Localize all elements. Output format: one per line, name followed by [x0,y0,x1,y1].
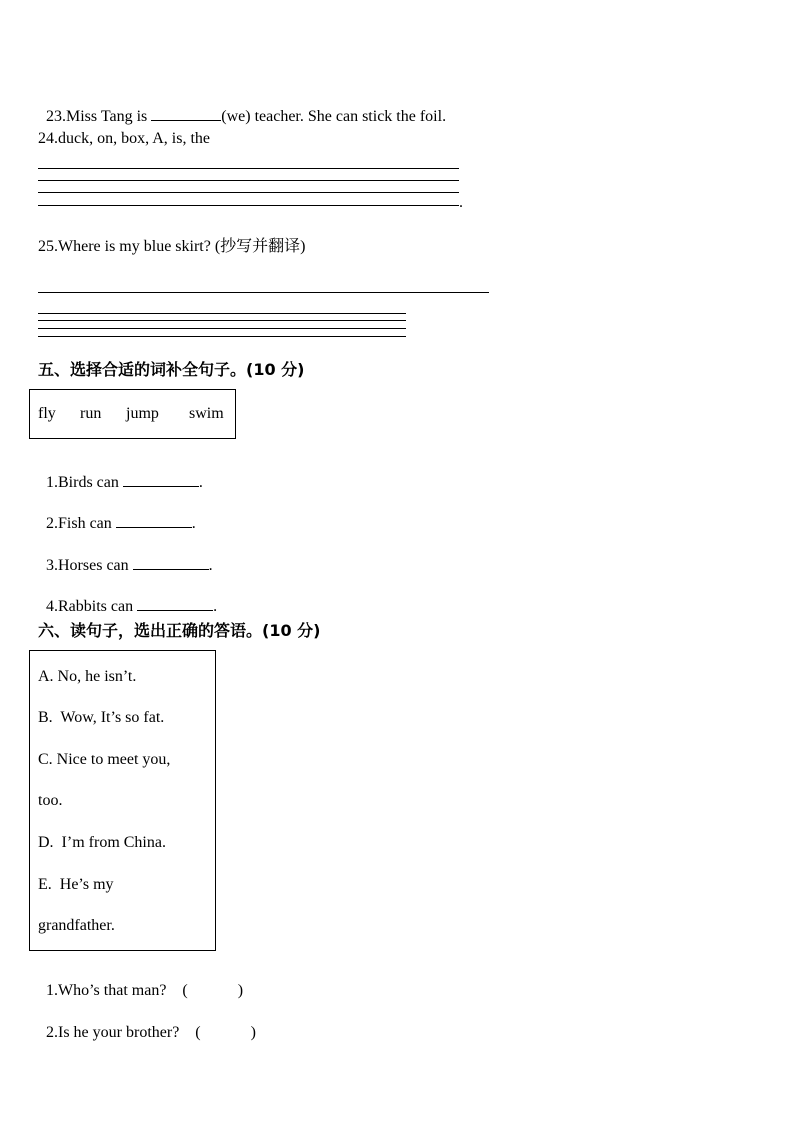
item-text: 3.Horses can [46,557,133,574]
writing-line[interactable] [38,180,459,181]
answer-option-continued: too. [38,792,63,809]
item-period: . [191,515,196,532]
answer-blank[interactable] [116,513,192,528]
word-bank-item: jump [126,405,159,422]
question-24-prompt: 24.duck, on, box, A, is, the [38,130,210,147]
question-text: 1.Who’s that man? [46,982,167,999]
writing-line[interactable] [38,292,489,293]
section-5-item [38,537,213,575]
section-6-heading: 六、读句子，选出正确的答语。(10 分) [38,621,321,640]
writing-line[interactable] [38,336,406,337]
answer-option: B. Wow, It’s so fat. [38,709,165,726]
answer-option: D. I’m from China. [38,834,166,851]
paren-open: ( [182,982,188,999]
answer-blank[interactable] [123,472,199,487]
word-bank-item: run [80,405,102,422]
answer-option-continued: grandfather. [38,917,115,934]
item-text: 2.Fish can [46,515,116,532]
answer-option: C. Nice to meet you, [38,751,171,768]
section-5-item [38,454,203,492]
question-23 [38,88,446,126]
question-text: 2.Is he your brother? [46,1024,180,1041]
writing-line[interactable] [38,313,406,314]
writing-line[interactable] [38,205,459,206]
item-period: . [208,557,213,574]
writing-line[interactable] [38,328,406,329]
section-5-item [38,495,196,533]
writing-line[interactable] [38,192,459,193]
word-bank-item: fly [38,405,56,422]
paren-close: ) [250,1024,256,1041]
paren-close: ) [237,982,244,999]
answer-blank[interactable] [137,596,213,611]
period-mark: . [459,194,463,211]
item-text: 4.Rabbits can [46,598,138,615]
answer-option: A. No, he isn’t. [38,668,137,685]
paren-open: ( [195,1024,201,1041]
writing-line[interactable] [38,320,406,321]
answer-options-box [29,650,216,951]
word-bank [29,389,236,439]
item-text: 1.Birds can [46,474,123,491]
answer-blank[interactable] [133,555,209,570]
answer-blank[interactable] [151,106,221,121]
section-6-question [38,964,243,1000]
writing-line[interactable] [38,168,459,169]
question-23-prefix: 23.Miss Tang is [46,108,152,125]
item-period: . [213,598,218,615]
section-5-item [38,578,217,616]
item-period: . [198,474,203,491]
section-5-heading: 五、选择合适的词补全句子。(10 分) [38,360,305,379]
answer-option: E. He’s my [38,876,114,893]
question-23-suffix: (we) teacher. She can stick the foil. [221,108,447,125]
section-6-question [38,1006,256,1042]
word-bank-item: swim [189,405,224,422]
question-25-prompt: 25.Where is my blue skirt? (抄写并翻译) [38,238,306,255]
